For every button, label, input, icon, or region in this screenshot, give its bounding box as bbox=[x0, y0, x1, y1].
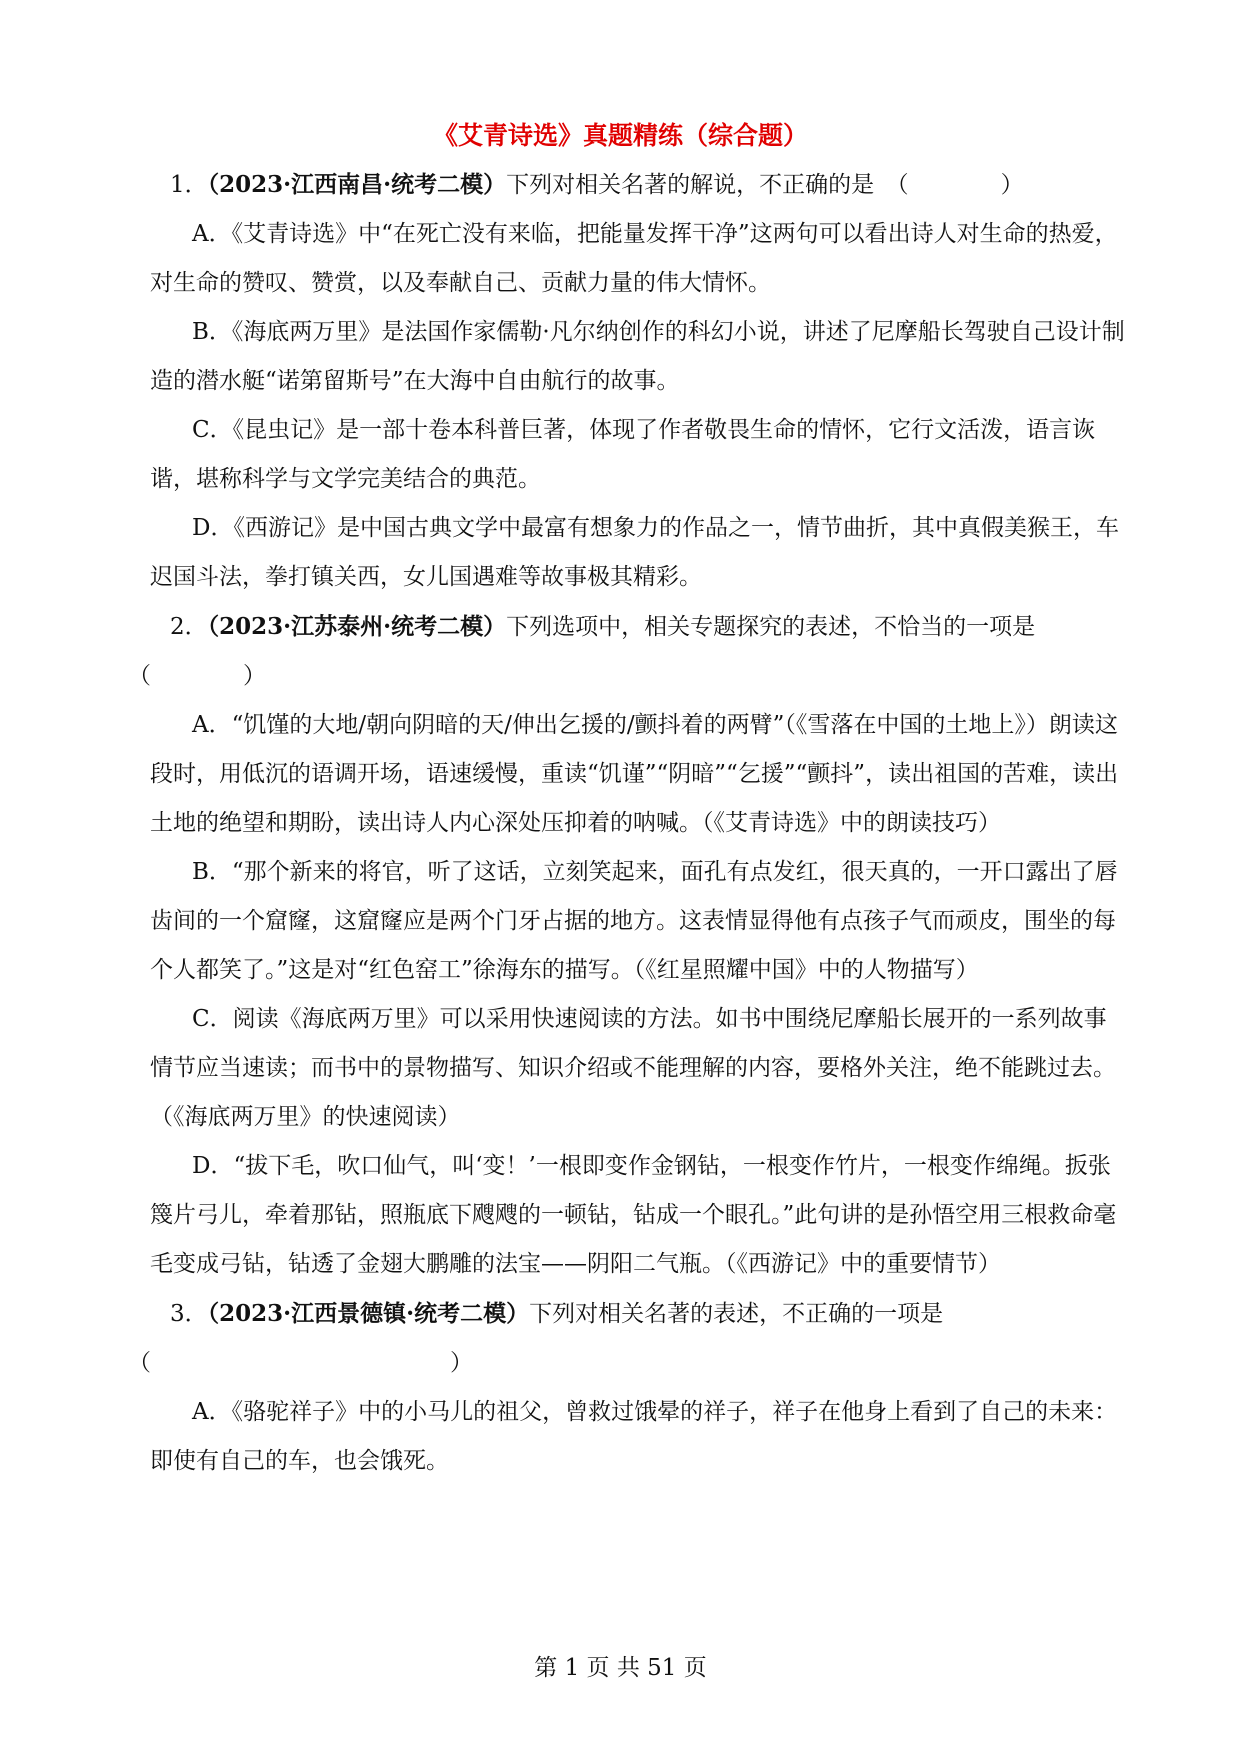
question-source: （2023·江西景德镇·统考二模） bbox=[207, 1300, 530, 1327]
question-list bbox=[128, 160, 1128, 1486]
question-stem bbox=[128, 602, 1128, 701]
option-a: A．《骆驼祥子》中的小马儿的祖父，曾救过饿晕的祥子，祥子在他身上看到了自己的未来：即使有自己的车，也会饿死。 bbox=[150, 1399, 1118, 1474]
option-b: B．“那个新来的将官，听了这话，立刻笑起来，面孔有点发红，很天真的，一开口露出了唇齿间的一个窟窿，这窟窿应是两个门牙占据的地方。这表情显得他有点孩子气而顽皮，围坐的每个人都笑了。”这是对“红色窑工”徐海东的描写。（《红星照耀中国》中的人物描写） bbox=[150, 859, 1118, 983]
option-a: A．“饥馑的大地/朝向阴暗的天/伸出乞援的/颤抖着的两臂”（《雪落在中国的土地上》）朗读这段时，用低沉的语调开场，语速缓慢，重读“饥谨”“阴暗”“乞援”“颤抖”，读出祖国的苦难，读出土地的绝望和期盼，读出诗人内心深处压抑着的呐喊。（《艾青诗选》中的朗读技巧） bbox=[150, 712, 1119, 836]
question-number: 2． bbox=[170, 614, 208, 640]
question-1 bbox=[128, 160, 1128, 602]
question-3 bbox=[128, 1289, 1128, 1486]
question-text: 下列选项中，相关专题探究的表述，不恰当的一项是（ ） bbox=[128, 614, 1036, 689]
option-c: C．《昆虫记》是一部十卷本科普巨著，体现了作者敬畏生命的情怀，它行文活泼，语言诙谐，堪称科学与文学完美结合的典范。 bbox=[150, 417, 1096, 492]
question-source: （2023·江苏泰州·统考二模） bbox=[207, 613, 507, 640]
question-text: 下列对相关名著的解说，不正确的是 （ ） bbox=[506, 172, 1024, 198]
question-text: 下列对相关名著的表述，不正确的一项是（ ） bbox=[128, 1301, 944, 1376]
option-d: D．《西游记》是中国古典文学中最富有想象力的作品之一，情节曲折，其中真假美猴王，车迟国斗法，拳打镇关西，女儿国遇难等故事极其精彩。 bbox=[150, 515, 1119, 590]
option-c: C．阅读《海底两万里》可以采用快速阅读的方法。如书中围绕尼摩船长展开的一系列故事情节应当速读；而书中的景物描写、知识介绍或不能理解的内容，要格外关注，绝不能跳过去。（《海底两万里》的快速阅读） bbox=[150, 1006, 1116, 1130]
option-b: B．《海底两万里》是法国作家儒勒·凡尔纳创作的科幻小说，讲述了尼摩船长驾驶自己设计制造的潜水艇“诺第留斯号”在大海中自由航行的故事。 bbox=[150, 319, 1125, 394]
option-d: D．“拔下毛，吹口仙气，叫‘变！’一根即变作金钢钻，一根变作竹片，一根变作绵绳。扳张篾片弓儿，牵着那钻，照瓶底下飕飕的一顿钻，钻成一个眼孔。”此句讲的是孙悟空用三根救命毫毛变成弓钻，钻透了金翅大鹏雕的法宝——阴阳二气瓶。（《西游记》中的重要情节） bbox=[150, 1153, 1117, 1277]
page-footer: 第 1 页 共 51 页 bbox=[534, 1655, 707, 1681]
question-number: 3． bbox=[170, 1301, 208, 1327]
question-stem bbox=[128, 1289, 1128, 1388]
question-stem bbox=[128, 160, 1128, 210]
question-number: 1． bbox=[170, 172, 208, 198]
question-source: （2023·江西南昌·统考二模） bbox=[207, 171, 507, 198]
question-2 bbox=[128, 602, 1128, 1289]
option-a: A．《艾青诗选》中“在死亡没有来临，把能量发挥干净”这两句可以看出诗人对生命的热爱，对生命的赞叹、赞赏，以及奉献自己、贡献力量的伟大情怀。 bbox=[150, 221, 1118, 296]
document-title: 《艾青诗选》真题精练（综合题） bbox=[432, 121, 808, 150]
